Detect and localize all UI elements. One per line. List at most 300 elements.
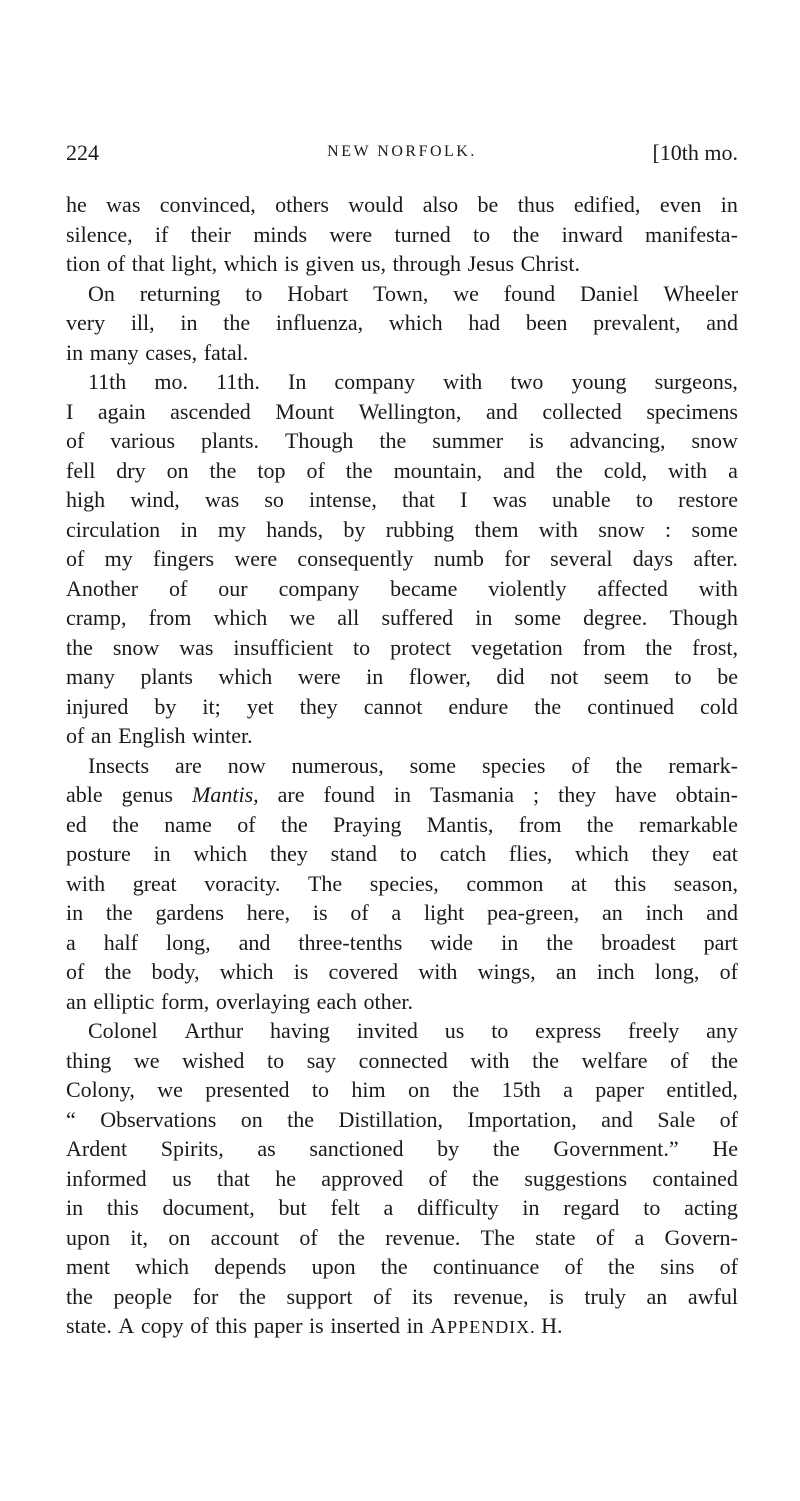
text-line: [66, 751, 738, 781]
word: to: [311, 1077, 330, 1102]
word: informed: [66, 1165, 147, 1191]
word: from: [148, 605, 192, 630]
word: the: [238, 1283, 266, 1309]
text-line: [66, 692, 738, 722]
word: frost,: [692, 634, 738, 660]
word: account: [210, 1224, 280, 1250]
word: upon: [66, 1224, 110, 1250]
word: this: [106, 1195, 139, 1220]
word: Tasmania: [430, 782, 514, 807]
word: injured: [66, 693, 129, 719]
text-line: [66, 308, 738, 338]
word: in: [475, 605, 493, 630]
word: the: [492, 1136, 520, 1161]
word: at: [570, 870, 587, 896]
word: it;: [202, 693, 221, 719]
word: was: [106, 192, 141, 217]
word: the: [608, 1254, 635, 1279]
word: to: [353, 634, 371, 660]
word: Distillation,: [338, 1106, 443, 1132]
word: awful: [687, 1283, 738, 1309]
word: was: [204, 487, 240, 512]
word: in: [366, 664, 384, 689]
word: ill,: [130, 310, 155, 335]
word: Though: [284, 428, 354, 453]
word: did: [496, 664, 525, 689]
word: wind,: [130, 487, 180, 512]
word: the: [532, 1047, 560, 1073]
word: The: [307, 870, 343, 896]
word: stand: [330, 841, 378, 866]
word: felt: [330, 1195, 360, 1220]
word: catch: [439, 841, 487, 866]
word: we: [289, 605, 316, 630]
word: rubbing: [385, 516, 455, 542]
word: with: [66, 870, 106, 896]
word: that: [131, 251, 165, 276]
word: of: [350, 900, 369, 925]
word: us: [171, 1165, 192, 1191]
word: Christ.: [520, 251, 580, 276]
word: in: [180, 516, 198, 542]
word: an: [66, 988, 87, 1014]
word: in: [66, 1195, 84, 1220]
word: is: [309, 1313, 324, 1338]
text-line: [66, 515, 738, 545]
word: Hobart: [287, 280, 349, 306]
word: as: [257, 1136, 276, 1161]
word: the: [287, 1106, 315, 1132]
word: and: [601, 1106, 633, 1132]
word: the: [105, 900, 133, 925]
word: of: [719, 1254, 738, 1279]
word: The: [480, 1224, 515, 1250]
text-line: [66, 898, 738, 928]
word: through: [392, 251, 462, 276]
word: the: [104, 959, 132, 984]
word: on: [240, 1106, 263, 1132]
word: revenue,: [453, 1283, 529, 1309]
word: broadest: [601, 929, 676, 955]
word: yet: [246, 693, 274, 719]
word: the: [280, 811, 308, 837]
word: each: [316, 988, 357, 1014]
word: I: [460, 487, 468, 512]
word: several: [550, 546, 613, 571]
word: circulation: [66, 516, 161, 542]
word: species: [481, 752, 546, 778]
word: paper: [253, 1313, 303, 1338]
word: continuance: [432, 1254, 540, 1279]
word: Importation,: [467, 1106, 577, 1132]
text-line: [66, 279, 738, 309]
word: protect: [390, 634, 452, 660]
word: the: [586, 811, 614, 837]
word: affected: [597, 575, 668, 601]
word: express: [535, 1018, 602, 1043]
page-header: [66, 140, 738, 174]
word: which: [575, 841, 629, 866]
word: the: [615, 752, 643, 778]
body-text: [66, 190, 738, 1341]
word: invited: [356, 1018, 418, 1043]
word: ed: [66, 811, 87, 837]
word: even: [659, 192, 702, 217]
word: the: [512, 221, 540, 247]
word: some: [409, 752, 457, 778]
text-line: [66, 987, 738, 1017]
word: with: [443, 369, 483, 394]
word: they: [651, 841, 690, 866]
text-line: [66, 1016, 738, 1046]
word: was: [492, 487, 527, 512]
word: of: [299, 1224, 318, 1250]
word: gardens: [155, 900, 224, 925]
word: violently: [488, 575, 567, 601]
word: Observations: [100, 1106, 217, 1132]
word: inward: [561, 221, 623, 247]
word: an: [90, 723, 112, 748]
word: are: [277, 782, 305, 807]
word: the: [711, 1047, 738, 1073]
word: of: [719, 1106, 738, 1132]
word: is: [284, 251, 299, 276]
word: paper: [595, 1077, 645, 1102]
text-line: [66, 574, 738, 604]
word: our: [218, 575, 248, 601]
word: pea-green,: [487, 900, 580, 925]
word: collected: [542, 398, 622, 424]
text-line: [66, 633, 738, 663]
word: for: [192, 1283, 219, 1309]
word: with: [538, 516, 578, 542]
word: light: [423, 900, 465, 925]
text-line: [66, 1164, 738, 1194]
word: fell: [66, 457, 96, 483]
word: were: [234, 546, 278, 571]
word: freely: [628, 1018, 680, 1043]
word: Ardent: [66, 1136, 128, 1161]
word: inch: [645, 900, 684, 925]
word: in: [180, 310, 198, 335]
word: two: [510, 369, 544, 394]
text-line: [66, 1134, 738, 1164]
word: other.: [363, 988, 413, 1014]
word: remarkable: [638, 811, 738, 837]
word: long,: [166, 929, 211, 955]
word: On: [88, 280, 115, 306]
word: be: [717, 664, 738, 689]
word: the: [645, 634, 673, 660]
word: is: [529, 428, 544, 453]
text-line: [66, 190, 738, 220]
word: they: [269, 841, 308, 866]
word: obtain-: [675, 782, 738, 807]
word: we: [157, 1077, 183, 1102]
word: Jesus: [467, 251, 515, 276]
text-line: [66, 338, 738, 368]
word: my: [104, 546, 133, 571]
text-line: [66, 1105, 738, 1135]
word: an: [602, 900, 623, 925]
word: been: [525, 310, 568, 335]
word: we: [133, 1047, 160, 1073]
word: insufficient: [233, 634, 334, 660]
word: the: [555, 457, 583, 483]
word: the: [345, 457, 373, 483]
word: various: [110, 428, 176, 453]
word: have: [615, 782, 657, 807]
word: of: [106, 251, 126, 276]
text-line: [66, 220, 738, 250]
word: which: [219, 959, 274, 984]
word: He: [712, 1136, 738, 1161]
word: some: [514, 605, 561, 630]
word: my: [217, 516, 246, 542]
word: in: [720, 192, 738, 217]
word: the: [379, 428, 407, 453]
word: English: [118, 723, 186, 748]
word: I: [66, 398, 74, 424]
word: A: [118, 1313, 135, 1338]
word: suggestions: [524, 1165, 628, 1191]
word: on: [407, 1077, 430, 1102]
word: regard: [563, 1195, 620, 1220]
word: and: [503, 457, 535, 483]
word: on: [166, 457, 189, 483]
word: he: [66, 192, 87, 217]
word: Sale: [657, 1106, 696, 1132]
word: cramp,: [66, 605, 127, 630]
word: “: [66, 1106, 76, 1132]
word: snow: [691, 428, 738, 453]
word: we: [453, 280, 479, 306]
word: difficulty: [417, 1195, 499, 1220]
word: many: [89, 339, 139, 365]
word: is: [549, 1283, 564, 1309]
word: and: [485, 398, 518, 424]
word: Though: [669, 605, 738, 630]
word: body,: [151, 959, 200, 984]
word: Daniel: [579, 280, 639, 306]
word: of: [719, 959, 738, 984]
word: mountain,: [393, 457, 483, 483]
word: that: [216, 1165, 250, 1191]
word: wide: [430, 929, 474, 955]
text-line: [66, 1075, 738, 1105]
word: flies,: [508, 841, 553, 866]
word: Colony,: [66, 1077, 135, 1102]
word: of: [66, 959, 85, 984]
word: be: [477, 192, 499, 217]
word: and: [706, 900, 738, 925]
word: were: [329, 221, 373, 247]
word: with: [668, 457, 708, 483]
smallcaps-word: APPENDIX.: [430, 1313, 536, 1338]
word: of: [306, 457, 325, 483]
word: the: [380, 1254, 408, 1279]
word: document,: [162, 1195, 255, 1220]
word: that: [402, 487, 436, 512]
word: in: [66, 339, 84, 365]
text-line: [66, 544, 738, 574]
word: thus: [517, 192, 555, 217]
word: copy: [140, 1313, 184, 1338]
word: state: [535, 1224, 576, 1250]
text-line: [66, 869, 738, 899]
word: to: [267, 1047, 285, 1073]
word: Government.”: [553, 1136, 679, 1161]
word: able: [66, 782, 103, 807]
word: endure: [448, 693, 509, 719]
word: unable: [552, 487, 611, 512]
word: also: [422, 192, 459, 217]
word: posture: [66, 841, 131, 866]
word: in: [66, 900, 84, 925]
text-line: [66, 1311, 738, 1341]
word: which: [135, 1254, 189, 1279]
word: which: [388, 310, 443, 335]
text-line: [66, 1193, 738, 1223]
word: inserted: [330, 1313, 400, 1338]
word: upon: [311, 1254, 356, 1279]
word: with: [698, 575, 738, 601]
word: inch: [596, 959, 635, 984]
word: to: [399, 841, 417, 866]
word: truly: [584, 1283, 626, 1309]
word: which: [213, 605, 268, 630]
word: of: [571, 752, 590, 778]
word: some: [691, 516, 738, 542]
word: cannot: [363, 693, 423, 719]
text-line: [66, 1252, 738, 1282]
word: of: [670, 1047, 689, 1073]
word: In: [288, 369, 307, 394]
word: young: [571, 369, 627, 394]
word: support: [286, 1283, 353, 1309]
word: light,: [171, 251, 218, 276]
word: to: [635, 487, 653, 512]
word: of: [66, 723, 85, 748]
word: :: [665, 516, 672, 542]
running-title: NEW NORFOLK.: [327, 143, 477, 160]
word: surgeons,: [654, 369, 738, 394]
word: the: [472, 1165, 500, 1191]
word: to: [643, 1195, 661, 1220]
word: having: [270, 1018, 330, 1043]
word: not: [550, 664, 579, 689]
word: half: [103, 929, 138, 955]
word: continued: [587, 693, 674, 719]
word: season,: [673, 870, 738, 896]
word: acting: [684, 1195, 738, 1220]
word: influenza,: [275, 310, 364, 335]
word: restore: [678, 487, 738, 512]
word: Arthur: [184, 1018, 244, 1043]
word: company: [334, 369, 416, 394]
word: us,: [360, 251, 386, 276]
text-line: [66, 810, 738, 840]
word: of: [237, 811, 256, 837]
page-number: 224: [66, 140, 99, 165]
word: hands,: [266, 516, 324, 542]
word: Wellington,: [358, 398, 462, 424]
word: suffered: [381, 605, 454, 630]
word: is: [293, 959, 309, 984]
word: sanctioned: [309, 1136, 404, 1161]
word: flower,: [408, 664, 471, 689]
word: the: [66, 1283, 93, 1309]
word: found: [323, 782, 375, 807]
word: top: [257, 457, 286, 483]
word: sins: [660, 1254, 695, 1279]
word: a: [728, 457, 738, 483]
text-line: [66, 957, 738, 987]
word: thing: [66, 1047, 112, 1073]
word: the: [66, 634, 93, 660]
text-line: [66, 367, 738, 397]
word: prevalent,: [593, 310, 681, 335]
word: Insects: [88, 752, 150, 778]
word: in: [501, 929, 519, 955]
word: to: [245, 280, 263, 306]
text-line: [66, 662, 738, 692]
word: name: [164, 811, 212, 837]
word: advancing,: [569, 428, 666, 453]
word: days: [632, 546, 674, 571]
word: found: [503, 280, 556, 306]
word: part: [703, 929, 738, 955]
word: by: [343, 516, 366, 542]
word: a: [391, 900, 402, 925]
word: in: [393, 782, 411, 807]
word: entitled,: [666, 1077, 738, 1102]
word: connected: [358, 1047, 448, 1073]
word: the: [112, 811, 139, 837]
word: he: [275, 1165, 296, 1191]
word: their: [190, 221, 231, 247]
word: to: [491, 1018, 509, 1043]
word: in: [522, 1195, 540, 1220]
word: very: [66, 310, 106, 335]
text-line: [66, 928, 738, 958]
word: voracity.: [204, 870, 281, 896]
word: 11th: [88, 369, 127, 394]
word: for: [504, 546, 530, 571]
word: three-tenths: [298, 929, 403, 955]
word: had: [468, 310, 501, 335]
word: form,: [161, 988, 210, 1014]
word: which: [193, 841, 248, 866]
word: of: [190, 1313, 209, 1338]
text-line: [66, 426, 738, 456]
word: Wheeler: [663, 280, 738, 306]
word: him: [351, 1077, 386, 1102]
word: presented: [205, 1077, 290, 1102]
word: Govern-: [664, 1224, 738, 1250]
text-line: [66, 721, 738, 751]
word: fatal.: [203, 339, 249, 365]
word: a: [66, 929, 76, 955]
word: Another: [66, 575, 139, 601]
word: became: [390, 575, 458, 601]
word: if: [154, 221, 169, 247]
word: the: [546, 929, 574, 955]
word: by: [437, 1136, 460, 1161]
word: overlaying: [215, 988, 310, 1014]
word: covered: [328, 959, 399, 984]
word: after.: [693, 546, 738, 571]
